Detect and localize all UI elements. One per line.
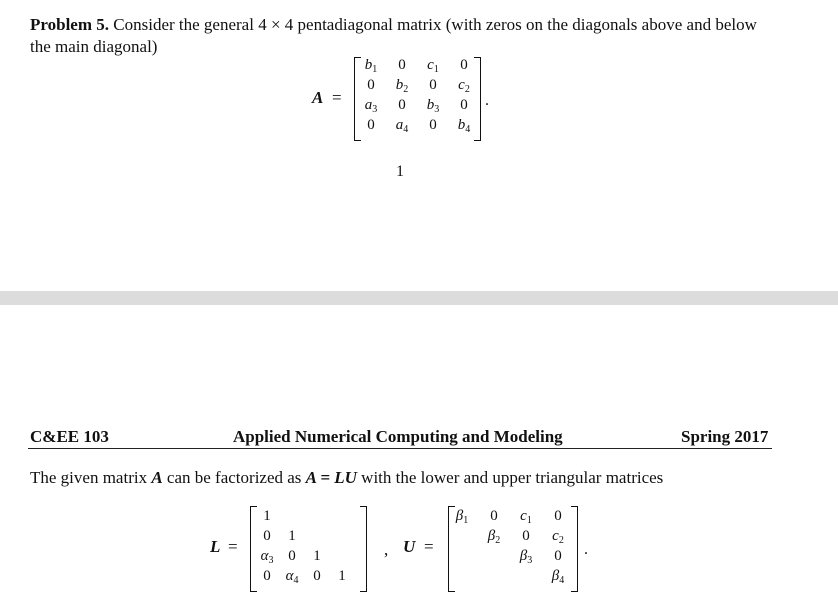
- matrix-cell: 0: [367, 117, 375, 133]
- matrix-cell: $b_1$: [364, 57, 378, 75]
- page-divider: [0, 291, 838, 305]
- matrix-cell: $\beta_3$: [519, 548, 533, 566]
- matrix-cell: 0: [398, 97, 406, 113]
- problem-label: Problem 5.: [30, 15, 110, 34]
- matrix-cell: $\alpha_3$: [260, 548, 274, 566]
- matrix-cell: 0: [398, 57, 406, 73]
- matrix-cell: 0: [554, 508, 562, 524]
- matrix-cell: $\beta_4$: [551, 568, 565, 586]
- matrix-cell: 1: [338, 568, 346, 584]
- header-title: Applied Numerical Computing and Modeling: [233, 427, 563, 446]
- matrix-cell: $b_3$: [426, 97, 440, 115]
- matrix-cell: 0: [263, 528, 271, 544]
- matrix-cell: $\alpha_4$: [285, 568, 299, 586]
- matrix-cell: 0: [313, 568, 321, 584]
- matrix-cell: $\beta_1$: [455, 508, 469, 526]
- problem-text-line2: the main diagonal): [30, 37, 158, 56]
- matrix-l-equals: =: [228, 537, 238, 556]
- matrix-u-period: .: [584, 541, 588, 558]
- text-prefix: The given matrix: [30, 468, 148, 487]
- text-equation: A = LU: [305, 468, 357, 487]
- matrix-cell: 0: [429, 77, 437, 93]
- matrix-cell: 0: [490, 508, 498, 524]
- matrix-cell: 0: [429, 117, 437, 133]
- matrix-cell: 1: [263, 508, 271, 524]
- matrix-l-right-bracket: [360, 506, 367, 592]
- matrix-cell: 0: [367, 77, 375, 93]
- matrix-cell: $c_2$: [458, 77, 470, 95]
- matrix-cell: 0: [288, 548, 296, 564]
- matrix-cell: 0: [460, 57, 468, 73]
- matrix-cell: 1: [313, 548, 321, 564]
- matrix-cell: $b_4$: [457, 117, 471, 135]
- matrix-cell: $a_3$: [364, 97, 378, 115]
- header-term: Spring 2017: [681, 427, 769, 446]
- matrix-cell: $c_1$: [520, 508, 532, 526]
- matrix-u-equals: =: [424, 537, 434, 556]
- page-number: 1: [396, 163, 404, 180]
- header-rule: [28, 448, 772, 449]
- problem-statement: [30, 14, 820, 36]
- matrix-cell: $\beta_2$: [487, 528, 501, 546]
- text-suffix: with the lower and upper triangular matrices: [361, 468, 664, 487]
- matrix-a-equals: =: [332, 88, 342, 107]
- matrix-cell: $c_2$: [552, 528, 564, 546]
- matrix-cell: $c_1$: [427, 57, 439, 75]
- matrix-cell: $a_4$: [395, 117, 409, 135]
- matrix-cell: 0: [460, 97, 468, 113]
- matrix-cell: 0: [263, 568, 271, 584]
- matrix-cell: 0: [522, 528, 530, 544]
- matrix-a-period: .: [485, 92, 489, 109]
- matrix-l-name: L: [210, 537, 221, 556]
- matrix-u-name: U: [403, 537, 416, 556]
- matrix-cell: $b_2$: [395, 77, 409, 95]
- problem-text-line1: Consider the general 4 × 4 pentadiagonal matrix (with zeros on the diagonals above and below: [113, 15, 757, 34]
- matrix-a-name: A: [312, 88, 324, 107]
- matrix-cell: 0: [554, 548, 562, 564]
- matrix-cell: 1: [288, 528, 296, 544]
- text-matrix-a: A: [151, 468, 163, 487]
- matrix-separator-comma: ,: [384, 540, 389, 559]
- factorization-text: [30, 467, 663, 489]
- header-course: C&EE 103: [30, 427, 109, 446]
- text-mid: can be factorized as: [166, 468, 302, 487]
